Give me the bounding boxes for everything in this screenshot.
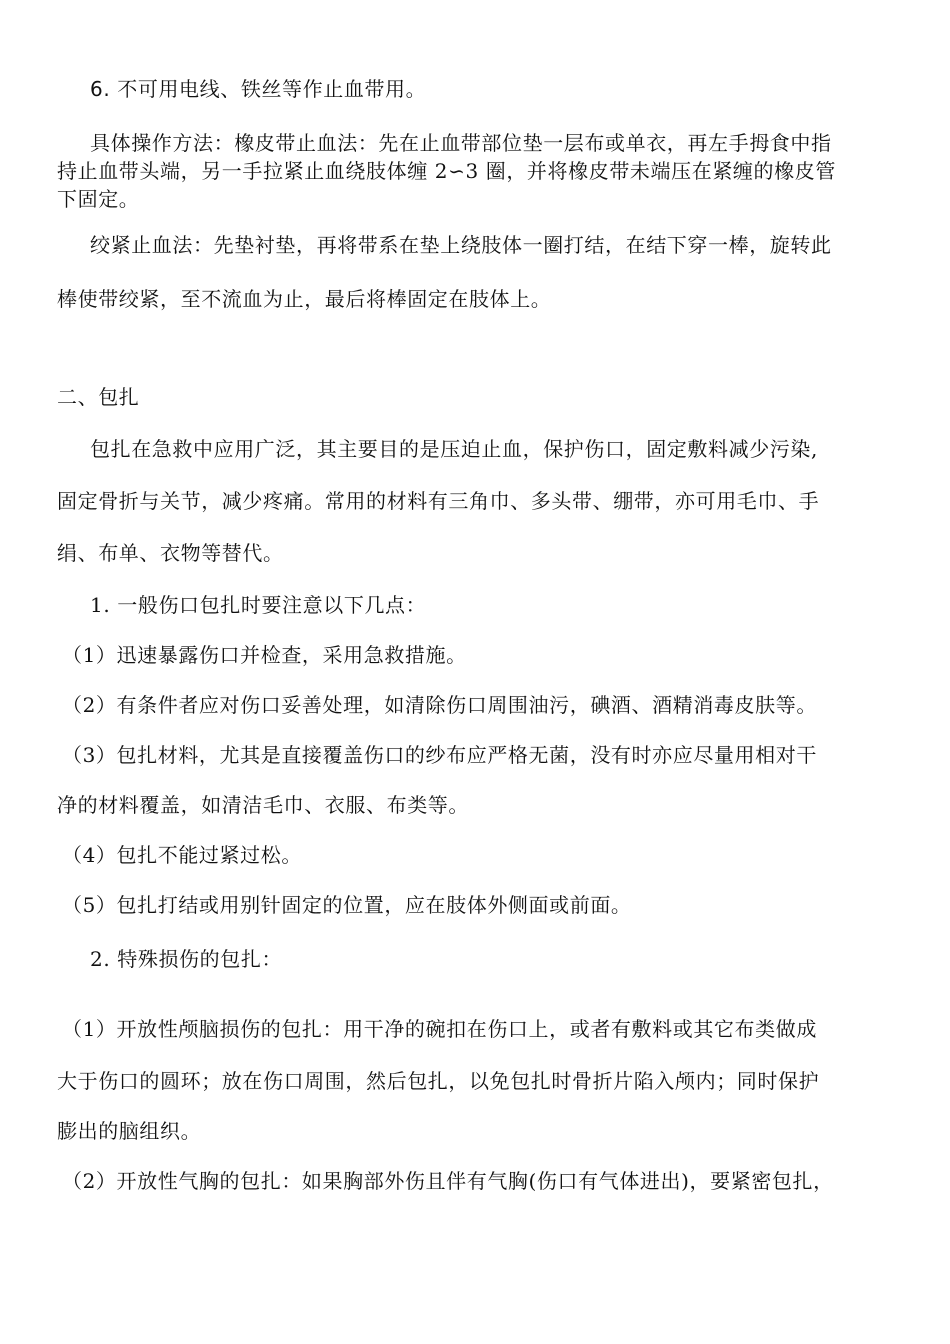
section-heading-bandage: 二、包扎: [57, 385, 140, 409]
rubber-method-line-3: 下固定。: [57, 187, 140, 211]
bandage-intro-line-3: 绢、布单、衣物等替代。: [57, 541, 284, 565]
bandage-intro-line-2: 固定骨折与关节，减少疼痛。常用的材料有三角巾、多头带、绷带，亦可用毛巾、手: [57, 489, 820, 513]
general-wounds-title: 1. 一般伤口包扎时要注意以下几点：: [90, 593, 427, 617]
special-item-1-line-2: 大于伤口的圆环；放在伤口周围，然后包扎，以免包扎时骨折片陷入颅内；同时保护: [57, 1069, 820, 1093]
twist-method-line-2: 棒使带绞紧，至不流血为止，最后将棒固定在肢体上。: [57, 287, 552, 311]
special-injuries-title: 2. 特殊损伤的包扎：: [90, 947, 283, 971]
special-item-2-line-1: （2）开放性气胸的包扎：如果胸部外伤且伴有气胸(伤口有气体进出)，要紧密包扎，: [62, 1169, 834, 1193]
twist-method-line-1: 绞紧止血法：先垫衬垫，再将带系在垫上绕肢体一圈打结，在结下穿一棒，旋转此: [90, 233, 832, 257]
general-item-1: （1）迅速暴露伤口并检查，采用急救措施。: [62, 643, 467, 667]
tourniquet-item-6: 6. 不可用电线、铁丝等作止血带用。: [90, 77, 427, 101]
general-item-2: （2）有条件者应对伤口妥善处理，如清除伤口周围油污，碘酒、酒精消毒皮肤等。: [62, 693, 817, 717]
general-item-4: （4）包扎不能过紧过松。: [62, 843, 302, 867]
rubber-method-line-1: 具体操作方法：橡皮带止血法：先在止血带部位垫一层布或单衣，再左手拇食中指: [90, 131, 832, 155]
general-item-5: （5）包扎打结或用别针固定的位置，应在肢体外侧面或前面。: [62, 893, 632, 917]
rubber-method-line-2: 持止血带头端，另一手拉紧止血绕肢体缠 2∽3 圈，并将橡皮带未端压在紧缠的橡皮管: [57, 159, 836, 183]
special-item-1-line-3: 膨出的脑组织。: [57, 1119, 202, 1143]
bandage-intro-line-1: 包扎在急救中应用广泛，其主要目的是压迫止血，保护伤口，固定敷料减少污染,: [90, 437, 818, 461]
general-item-3-line-2: 净的材料覆盖，如清洁毛巾、衣服、布类等。: [57, 793, 469, 817]
special-item-1-line-1: （1）开放性颅脑损伤的包扎：用干净的碗扣在伤口上，或者有敷料或其它布类做成: [62, 1017, 817, 1041]
general-item-3-line-1: （3）包扎材料，尤其是直接覆盖伤口的纱布应严格无菌，没有时亦应尽量用相对干: [62, 743, 817, 767]
